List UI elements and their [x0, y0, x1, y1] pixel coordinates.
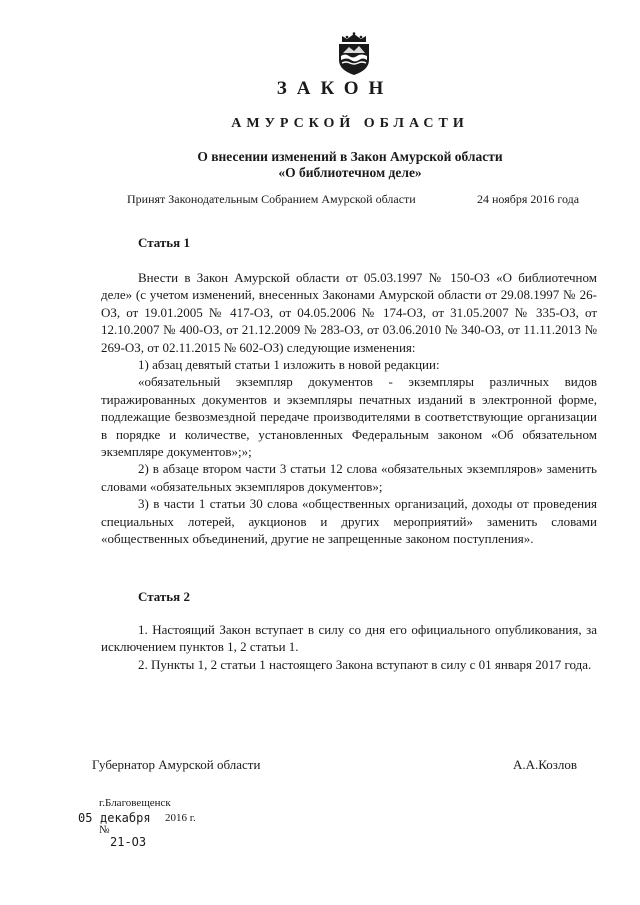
- article-1-heading: Статья 1: [138, 235, 190, 250]
- article-2-body: [101, 621, 597, 673]
- article-1-paragraph: «обязательный экземпляр документов - экземпляры различных видов тиражированных документов и экземпляры печатных изданий в электронной форме, подлежащие безвозмездной передаче производителями в соответствующие организации в порядке и количестве, установленных Федеральным законом «Об обязательном экземпляре документов»;»;: [101, 374, 597, 460]
- governor-title: Губернатор Амурской области: [92, 757, 261, 772]
- article-2-paragraph: 1. Настоящий Закон вступает в силу со дня его официального опубликования, за исключением пунктов 1, 2 статьи 1.: [101, 622, 597, 655]
- article-2-paragraph: 2. Пункты 1, 2 статьи 1 настоящего Закона вступают в силу с 01 января 2017 года.: [138, 656, 592, 672]
- article-1-paragraph: 1) абзац девятый статьи 1 изложить в новой редакции:: [138, 357, 440, 373]
- signing-day-stamp: 05: [78, 811, 93, 825]
- place-of-signing: г.Благовещенск: [99, 797, 171, 809]
- adopted-by: Принят Законодательным Собранием Амурской области: [127, 192, 416, 206]
- signing-year: 2016 г.: [165, 812, 196, 824]
- article-1-paragraph: 2) в абзаце втором части 3 статьи 12 слова «обязательных экземпляров» заменить словами «обязательных экземпляров документов»;: [101, 461, 597, 494]
- law-number-stamp: 21-ОЗ: [110, 835, 147, 849]
- governor-name: А.А.Козлов: [513, 757, 578, 772]
- subtitle-line-1: О внесении изменений в Закон Амурской области: [197, 149, 503, 164]
- number-sign: №: [99, 824, 110, 836]
- article-2-heading: Статья 2: [138, 589, 190, 604]
- signing-month-stamp: декабря: [100, 811, 151, 825]
- document-type-title: ЗАКОН: [276, 78, 394, 99]
- subtitle-line-2: «О библиотечном деле»: [278, 165, 422, 180]
- region-title: АМУРСКОЙ ОБЛАСТИ: [231, 116, 469, 131]
- amur-region-coat-of-arms-icon: [333, 32, 375, 76]
- article-1-paragraph: 3) в части 1 статьи 30 слова «общественных организаций, доходы от проведения специальных лотерей, аукционов и других мероприятий» заменить словами «общественных объединений, другие не запрещенные законом поступления».: [101, 496, 597, 547]
- article-1-paragraph: Внести в Закон Амурской области от 05.03.1997 № 150-ОЗ «О библиотечном деле» (с учетом изменений, внесенных Законами Амурской области от 29.08.1997 № 26-ОЗ, от 19.01.2005 № 417-ОЗ, от 04.05.2006 № 174-ОЗ, от 31.05.2007 № 335-ОЗ, от 12.10.2007 № 400-ОЗ, от 21.12.2009 № 283-ОЗ, от 03.06.2010 № 340-ОЗ, от 11.11.2013 № 269-ОЗ, от 02.11.2015 № 602-ОЗ) следующие изменения:: [101, 270, 597, 355]
- adopted-date: 24 ноября 2016 года: [477, 192, 580, 206]
- law-subtitle: [0, 149, 640, 181]
- article-1-body: [101, 269, 597, 548]
